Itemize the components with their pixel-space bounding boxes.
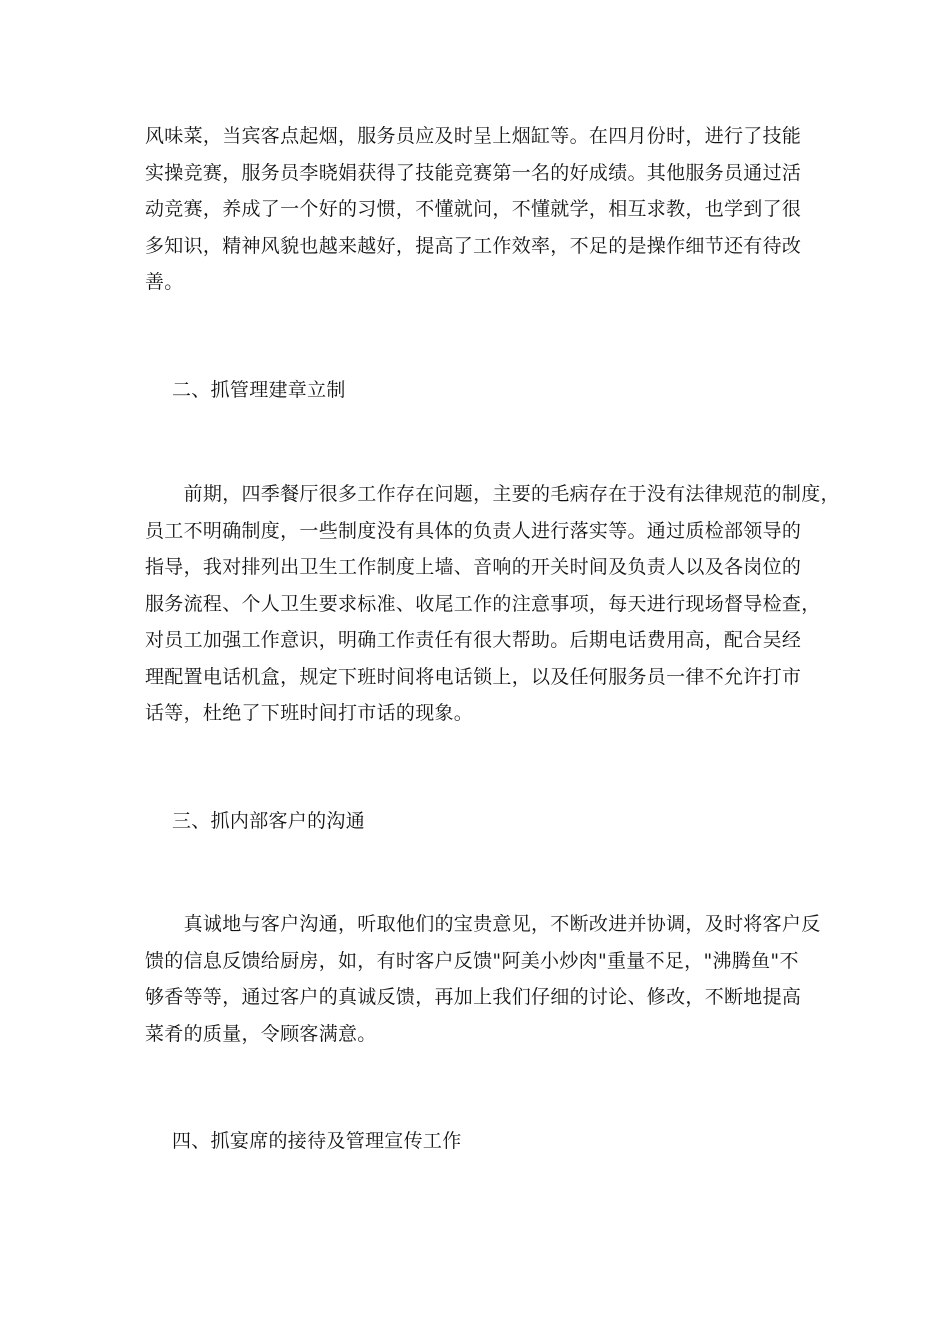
section-heading-3: 三、抓内部客户的沟通 bbox=[172, 810, 366, 832]
paragraph-line: 实操竞赛，服务员李晓娟获得了技能竞赛第一名的好成绩。其他服务员通过活 bbox=[145, 161, 802, 184]
paragraph-line: 员工不明确制度，一些制度没有具体的负责人进行落实等。通过质检部领导的 bbox=[145, 519, 802, 542]
paragraph-section-2 bbox=[145, 476, 840, 732]
paragraph-line: 理配置电话机盒，规定下班时间将电话锁上，以及任何服务员一律不允许打市 bbox=[145, 665, 802, 688]
paragraph-continuation bbox=[145, 118, 810, 301]
paragraph-line: 动竞赛，养成了一个好的习惯，不懂就问，不懂就学，相互求教，也学到了很 bbox=[145, 198, 802, 220]
paragraph-line: 话等，杜绝了下班时间打市话的现象。 bbox=[145, 702, 474, 724]
paragraph-line: 风味菜，当宾客点起烟，服务员应及时呈上烟缸等。在四月份时，进行了技能 bbox=[145, 125, 802, 147]
paragraph-line: 前期，四季餐厅很多工作存在问题，主要的毛病存在于没有法律规范的制度， bbox=[145, 483, 840, 505]
paragraph-section-3 bbox=[145, 906, 821, 1052]
paragraph-line: 够香等等，通过客户的真诚反馈，再加上我们仔细的讨论、修改，不断地提高 bbox=[145, 986, 802, 1008]
section-heading-4: 四、抓宴席的接待及管理宣传工作 bbox=[172, 1130, 462, 1152]
paragraph-line: 菜肴的质量，令顾客满意。 bbox=[145, 1022, 377, 1045]
paragraph-line: 真诚地与客户沟通，听取他们的宝贵意见，不断改进并协调，及时将客户反 bbox=[145, 913, 821, 935]
section-heading-2: 二、抓管理建章立制 bbox=[172, 379, 346, 401]
paragraph-line: 服务流程、个人卫生要求标准、收尾工作的注意事项，每天进行现场督导检查， bbox=[145, 592, 821, 615]
paragraph-line: 多知识，精神风貌也越来越好，提高了工作效率，不足的是操作细节还有待改 bbox=[145, 234, 802, 257]
paragraph-line: 善。 bbox=[145, 271, 184, 293]
paragraph-line: 对员工加强工作意识，明确工作责任有很大帮助。后期电话费用高，配合吴经 bbox=[145, 629, 802, 651]
paragraph-line: 馈的信息反馈给厨房，如，有时客户反馈"阿美小炒肉"重量不足，"沸腾鱼"不 bbox=[145, 949, 799, 972]
paragraph-line: 指导，我对排列出卫生工作制度上墙、音响的开关时间及负责人以及各岗位的 bbox=[145, 556, 802, 578]
